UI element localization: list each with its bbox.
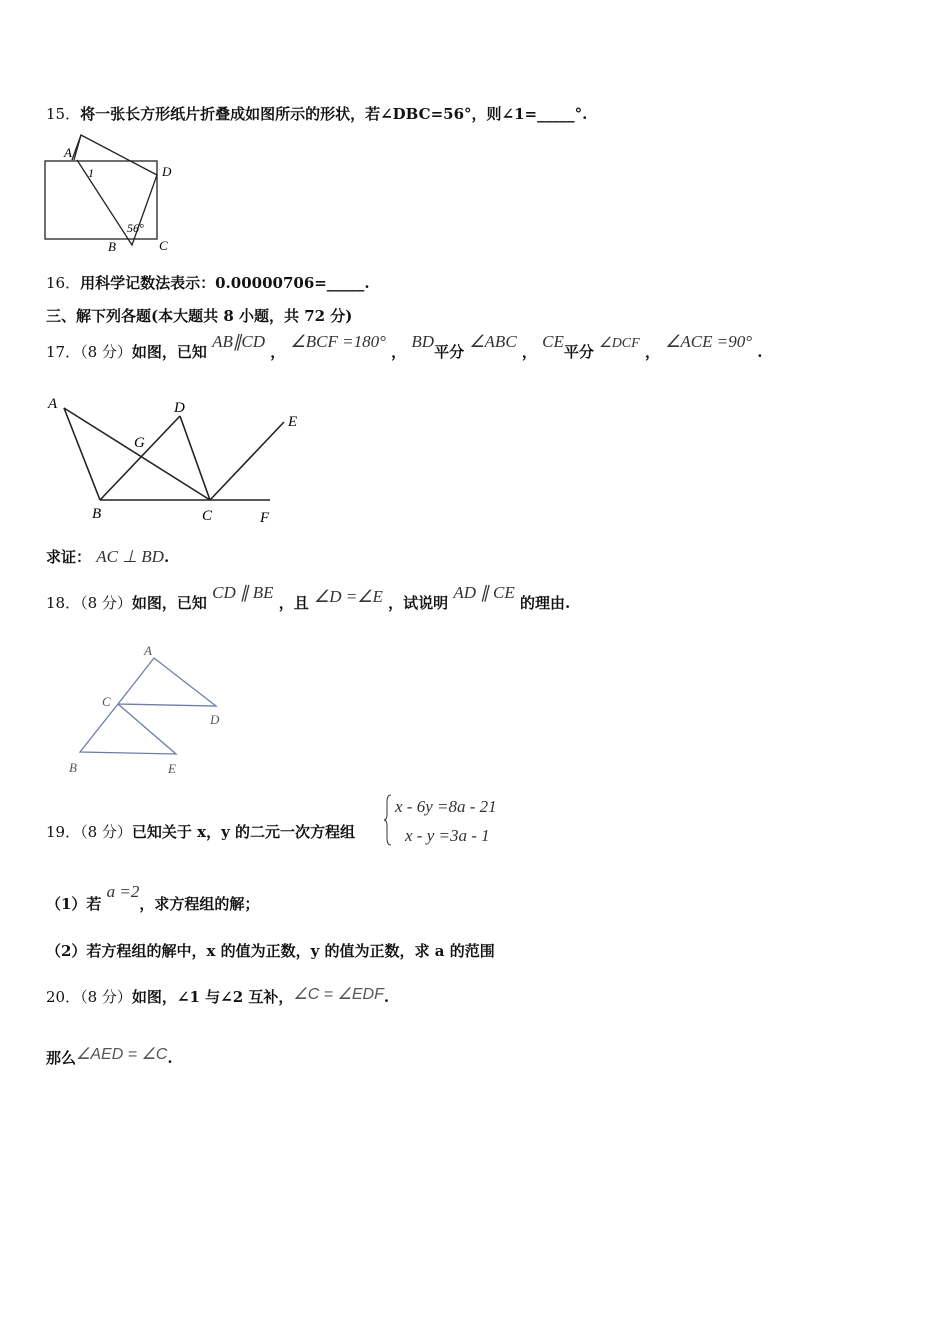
q19-text: 已知关于 x，y 的二元一次方程组 xyxy=(131,823,356,841)
q17-line xyxy=(46,332,763,362)
q17-label-f: F xyxy=(260,510,270,526)
q19-part2-line: （2）若方程组的解中，x 的值为正数，y 的值为正数，求 a 的范围 xyxy=(46,942,495,960)
section3-title: 三、解下列各题(本大题共 8 小题，共 72 分) xyxy=(46,307,353,325)
q20-math-c-edf: ∠C = ∠EDF xyxy=(293,986,384,1003)
q17-intro: 如图，已知 xyxy=(131,343,207,361)
q19-part1-post: ，求方程组的解； xyxy=(139,895,260,913)
q19-part1-line xyxy=(46,882,260,914)
q17-label-a: A xyxy=(48,396,58,412)
q17-sep3: ， xyxy=(521,343,537,361)
q15-figure xyxy=(44,133,182,255)
q18-mid: ，且 xyxy=(278,594,309,612)
q20-line xyxy=(46,986,389,1007)
q17-figure xyxy=(44,392,308,526)
q20-text: 如图，∠1 与∠2 互补， xyxy=(131,988,294,1006)
q18-line xyxy=(46,583,571,613)
q19-eq2: x - y =3a - 1 xyxy=(405,826,490,845)
q15-label-d: D xyxy=(162,164,172,179)
q18-label-a: A xyxy=(144,643,152,658)
q18-math-de: ∠D =∠E xyxy=(314,587,383,606)
q18-intro: 如图，已知 xyxy=(131,594,207,612)
q17-score: （8 分） xyxy=(80,343,132,361)
q19-number: 19． xyxy=(46,823,81,841)
q19-system-brace xyxy=(384,794,392,846)
q19-line xyxy=(46,821,355,842)
q17-math-ce: CE xyxy=(542,332,564,351)
q17-math-ab-cd: AB∥CD xyxy=(212,332,266,351)
q20-then: 那么 xyxy=(46,1049,77,1067)
q17-math-bcf: ∠BCF =180° xyxy=(290,332,386,351)
q20-number: 20． xyxy=(46,988,81,1006)
q17-bisect2: 平分 xyxy=(563,343,594,361)
q18-math-cd-be: CD ∥ BE xyxy=(212,583,274,602)
q17-prove-label: 求证： xyxy=(46,548,92,566)
q17-label-c: C xyxy=(202,508,213,524)
q15-number: 15． xyxy=(46,105,81,123)
q20-end: . xyxy=(383,988,390,1006)
q18-label-d: D xyxy=(210,712,220,727)
q19-score: （8 分） xyxy=(80,823,132,841)
q17-math-abc: ∠ABC xyxy=(469,332,517,351)
q17-prove-end: . xyxy=(163,548,170,566)
q19-part1-pre: （1）若 xyxy=(46,895,102,913)
q15-line xyxy=(46,103,587,124)
q15-label-1: 1 xyxy=(88,166,94,180)
q15-label-56: 56° xyxy=(127,221,144,235)
q17-number: 17． xyxy=(46,343,81,361)
q17-label-e: E xyxy=(288,414,298,430)
q18-mid2: ，试说明 xyxy=(388,594,449,612)
q18-score: （8 分） xyxy=(80,594,132,612)
q17-label-g: G xyxy=(134,435,145,451)
q18-label-c: C xyxy=(102,694,111,709)
q16-number: 16． xyxy=(46,274,81,292)
q17-prove-line xyxy=(46,546,169,567)
q15-label-a: A xyxy=(64,145,72,160)
q20-then-line xyxy=(46,1047,173,1068)
q20-score: （8 分） xyxy=(80,988,132,1006)
q19-eq1: x - 6y =8a - 21 xyxy=(395,797,497,816)
q17-prove-math: AC ⊥ BD xyxy=(96,547,164,566)
q16-line xyxy=(46,272,370,293)
q18-label-b: B xyxy=(69,760,77,775)
q19-part1-math: a =2 xyxy=(106,882,140,901)
q16-text: 用科学记数法表示：0.00000706=_____. xyxy=(80,274,370,292)
q18-number: 18． xyxy=(46,594,81,612)
q20-end2: . xyxy=(167,1049,173,1067)
q17-label-b: B xyxy=(92,506,102,522)
q17-end: . xyxy=(757,343,763,361)
q17-math-dcf: ∠DCF xyxy=(599,336,640,351)
q17-math-ace: ∠ACE =90° xyxy=(665,332,753,351)
q17-sep1: ， xyxy=(270,343,286,361)
q15-label-c: C xyxy=(159,238,168,253)
q17-sep2: ， xyxy=(391,343,407,361)
q18-label-e: E xyxy=(168,761,176,776)
q17-label-d: D xyxy=(174,400,185,416)
q15-text: 将一张长方形纸片折叠成如图所示的形状，若∠DBC=56°，则∠1=_____°. xyxy=(80,105,588,123)
q18-figure xyxy=(64,640,234,780)
q15-label-b: B xyxy=(108,239,116,254)
q17-math-bd: BD xyxy=(411,332,435,351)
q18-math-ad-ce: AD ∥ CE xyxy=(453,583,515,602)
q17-sep4: ， xyxy=(644,343,660,361)
q18-end: 的理由. xyxy=(520,594,571,612)
q17-bisect1: 平分 xyxy=(434,343,465,361)
q20-math-aed-c: ∠AED = ∠C xyxy=(76,1046,168,1063)
